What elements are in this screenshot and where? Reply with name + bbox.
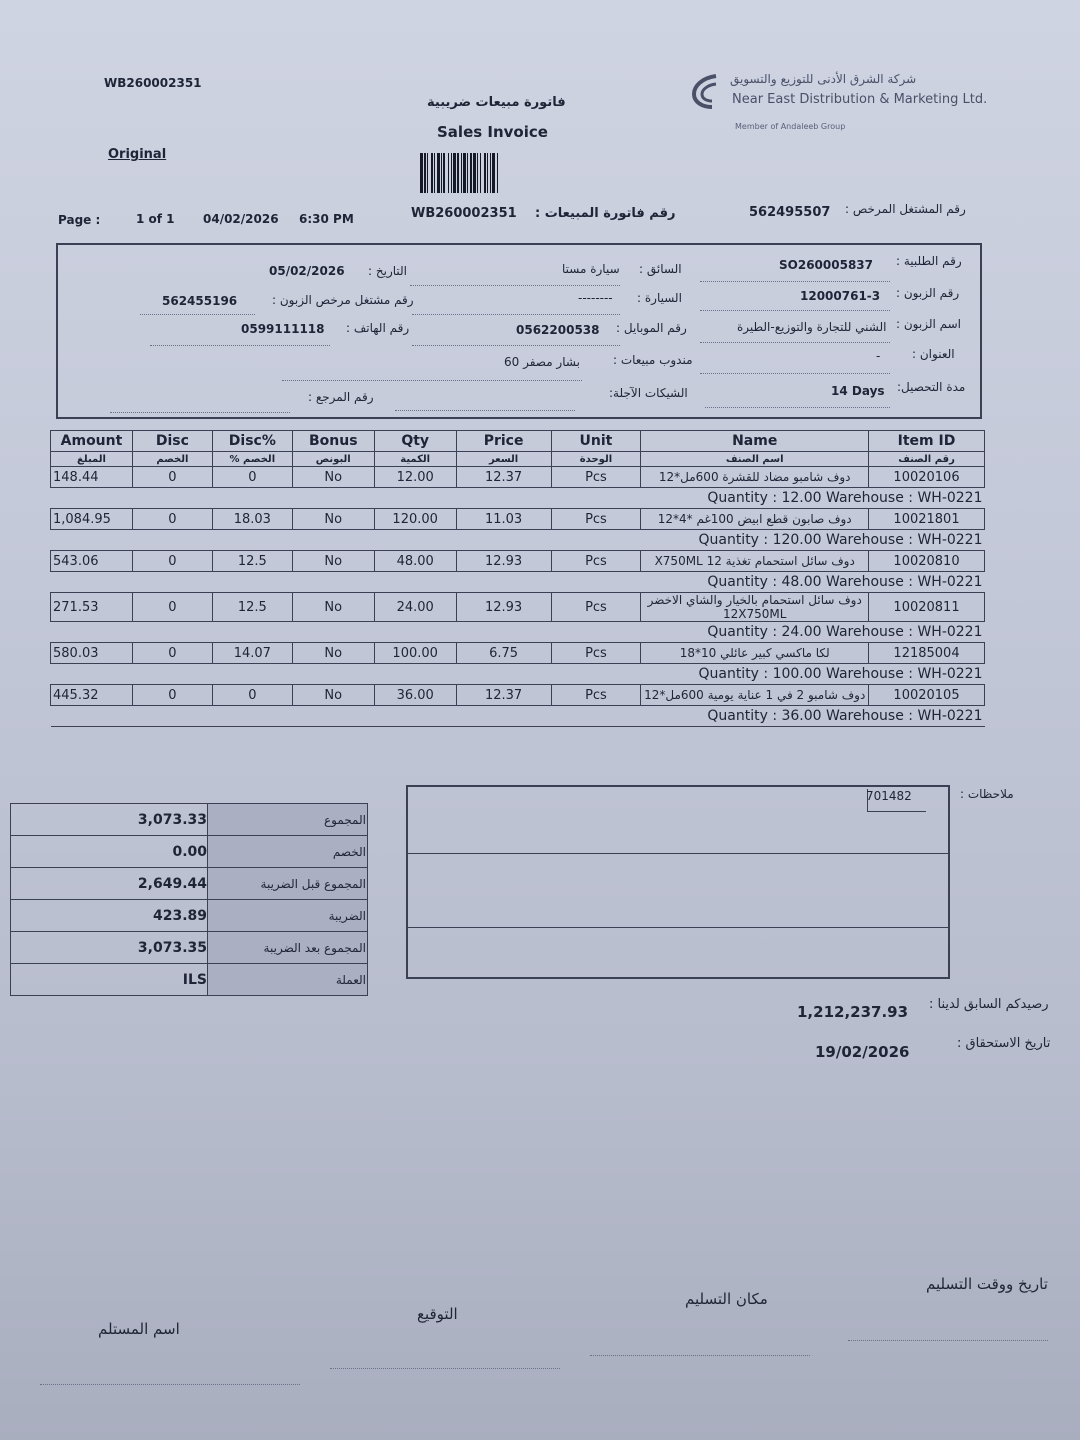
title-english: Sales Invoice <box>437 123 548 141</box>
column-header-arabic: السعر <box>456 452 551 467</box>
cheques-label: الشيكات الآجلة: <box>609 386 688 400</box>
cell-qty: 120.00 <box>374 509 456 530</box>
totals-row <box>11 836 368 868</box>
total-value: 3,073.33 <box>11 804 208 836</box>
cell-amount: 148.44 <box>51 467 133 488</box>
receiver-name-label: اسم المستلم <box>98 1320 180 1338</box>
cell-bonus: No <box>292 643 374 664</box>
totals-row <box>11 868 368 900</box>
quantity-warehouse-line: Quantity : 48.00 Warehouse : WH-0221 <box>51 572 985 593</box>
total-label: الضريبة <box>208 900 368 932</box>
total-label: الخصم <box>208 836 368 868</box>
cell-price: 6.75 <box>456 643 551 664</box>
doc-number-top: WB260002351 <box>104 76 202 90</box>
cell-unit: Pcs <box>551 509 641 530</box>
car-label: السيارة : <box>637 291 682 305</box>
cell-price: 12.37 <box>456 685 551 706</box>
cell-price: 12.37 <box>456 467 551 488</box>
date-value: 05/02/2026 <box>269 264 345 278</box>
cell-unit: Pcs <box>551 467 641 488</box>
totals-table <box>10 803 368 996</box>
customer-number-value: 12000761-3 <box>800 289 881 303</box>
notes-value: 701482 <box>866 789 912 803</box>
column-header: Name <box>641 431 869 452</box>
column-header-arabic: % الخصم <box>212 452 292 467</box>
company-subtitle: Member of Andaleeb Group <box>735 122 846 131</box>
table-row <box>51 685 985 706</box>
company-logo-icon <box>690 72 720 110</box>
cell-amount: 445.32 <box>51 685 133 706</box>
customer-license-value: 562455196 <box>162 294 238 308</box>
cell-qty: 36.00 <box>374 685 456 706</box>
quantity-warehouse-line: Quantity : 120.00 Warehouse : WH-0221 <box>51 530 985 551</box>
table-row <box>51 467 985 488</box>
cell-item-id: 10020106 <box>869 467 985 488</box>
quantity-warehouse-line: Quantity : 24.00 Warehouse : WH-0221 <box>51 622 985 643</box>
cell-disc-pct: 0 <box>212 467 292 488</box>
cell-qty: 100.00 <box>374 643 456 664</box>
invoice-number: WB260002351 <box>411 206 517 221</box>
phone-label: رقم الهاتف : <box>346 321 410 335</box>
quantity-warehouse-line: Quantity : 36.00 Warehouse : WH-0221 <box>51 706 985 727</box>
company-name-arabic: شركة الشرق الأدنى للتوزيع والتسويق <box>730 72 917 86</box>
salesman-value: بشار مصفر 60 <box>504 355 580 369</box>
cell-item-id: 10020811 <box>869 593 985 622</box>
mobile-label: رقم الموبايل : <box>616 321 687 335</box>
totals-row <box>11 900 368 932</box>
previous-balance-value: 1,212,237.93 <box>797 1003 909 1021</box>
signature-label: التوقيع <box>417 1305 458 1323</box>
cell-bonus: No <box>292 685 374 706</box>
cell-bonus: No <box>292 551 374 572</box>
cell-disc: 0 <box>132 685 212 706</box>
quantity-warehouse-line: Quantity : 12.00 Warehouse : WH-0221 <box>51 488 985 509</box>
cell-bonus: No <box>292 509 374 530</box>
collection-period-label: مدة التحصيل: <box>897 380 966 394</box>
total-value: 3,073.35 <box>11 932 208 964</box>
total-value: 423.89 <box>11 900 208 932</box>
notes-label: ملاحظات : <box>960 787 1014 801</box>
print-time: 6:30 PM <box>299 212 354 226</box>
cell-name: دوف شامبو مضاد للقشرة 600مل*12 <box>641 467 869 488</box>
total-value: ILS <box>11 964 208 996</box>
cell-price: 12.93 <box>456 551 551 572</box>
cell-name: لكا ماكسي كبير عائلي 10*18 <box>641 643 869 664</box>
column-header-arabic: الخصم <box>132 452 212 467</box>
customer-number-label: رقم الزبون : <box>896 286 960 300</box>
page-value: 1 of 1 <box>136 212 175 226</box>
previous-balance-label: رصيدكم السابق لدينا : <box>929 997 1049 1012</box>
total-value: 0.00 <box>11 836 208 868</box>
cell-unit: Pcs <box>551 551 641 572</box>
totals-row <box>11 964 368 996</box>
table-row <box>51 509 985 530</box>
total-label: المجموع <box>208 804 368 836</box>
notes-box <box>406 785 950 979</box>
column-header-arabic: رقم الصنف <box>869 452 985 467</box>
delivery-datetime-label: تاريخ ووقت التسليم <box>926 1275 1048 1293</box>
driver-value: سيارة مستا <box>562 262 620 276</box>
totals-row <box>11 932 368 964</box>
items-table <box>50 430 985 727</box>
column-header-arabic: الوحدة <box>551 452 641 467</box>
cell-disc: 0 <box>132 467 212 488</box>
print-date: 04/02/2026 <box>203 212 279 226</box>
column-header-arabic: اسم الصنف <box>641 452 869 467</box>
cell-price: 11.03 <box>456 509 551 530</box>
title-arabic: فاتورة مبيعات ضريبية <box>427 95 566 110</box>
cell-name: دوف سائل استحمام بالخيار والشاي الاخضر 12X750ML <box>641 593 869 622</box>
collection-period-value: 14 Days <box>831 384 885 398</box>
cell-bonus: No <box>292 467 374 488</box>
cell-unit: Pcs <box>551 685 641 706</box>
cell-amount: 543.06 <box>51 551 133 572</box>
cell-price: 12.93 <box>456 593 551 622</box>
cell-name: دوف سائل استحمام تغذية 12 X750ML <box>641 551 869 572</box>
column-header: Qty <box>374 431 456 452</box>
cell-disc-pct: 18.03 <box>212 509 292 530</box>
cell-unit: Pcs <box>551 593 641 622</box>
salesman-label: مندوب مبيعات : <box>613 353 693 367</box>
cell-qty: 12.00 <box>374 467 456 488</box>
cell-disc-pct: 12.5 <box>212 551 292 572</box>
cell-item-id: 10020105 <box>869 685 985 706</box>
order-label: رقم الطلبية : <box>896 254 962 268</box>
invoice-number-label: رقم فاتورة المبيعات : <box>535 206 676 221</box>
address-label: العنوان : <box>912 347 955 361</box>
cell-qty: 24.00 <box>374 593 456 622</box>
date-label: التاريخ : <box>368 264 408 278</box>
cell-amount: 1,084.95 <box>51 509 133 530</box>
page-label: Page : <box>58 213 101 227</box>
cell-unit: Pcs <box>551 643 641 664</box>
cell-disc-pct: 0 <box>212 685 292 706</box>
customer-name-label: اسم الزبون : <box>896 317 962 331</box>
cell-item-id: 12185004 <box>869 643 985 664</box>
column-header: Item ID <box>869 431 985 452</box>
totals-row <box>11 804 368 836</box>
mobile-value: 0562200538 <box>516 323 600 337</box>
phone-value: 0599111118 <box>241 322 325 336</box>
total-label: المجموع بعد الضريبة <box>208 932 368 964</box>
total-label: المجموع قبل الضريبة <box>208 868 368 900</box>
cell-disc-pct: 14.07 <box>212 643 292 664</box>
total-value: 2,649.44 <box>11 868 208 900</box>
column-header-arabic: الكمية <box>374 452 456 467</box>
reference-label: رقم المرجع : <box>308 390 374 404</box>
driver-label: السائق : <box>639 262 682 276</box>
customer-license-label: رقم مشتغل مرخص الزبون : <box>272 293 414 307</box>
table-row <box>51 593 985 622</box>
original-label: Original <box>108 147 167 162</box>
order-value: SO260005837 <box>779 258 873 272</box>
licensed-number: 562495507 <box>749 205 831 220</box>
cell-disc: 0 <box>132 643 212 664</box>
cell-disc: 0 <box>132 593 212 622</box>
customer-name-value: الشني للتجارة والتوزيع-الطيرة <box>737 320 887 334</box>
cell-disc: 0 <box>132 509 212 530</box>
column-header: Unit <box>551 431 641 452</box>
table-row <box>51 551 985 572</box>
column-header-arabic: المبلغ <box>51 452 133 467</box>
column-header-arabic: البونص <box>292 452 374 467</box>
licensed-number-label: رقم المشتغل المرخص : <box>845 202 966 216</box>
total-label: العملة <box>208 964 368 996</box>
cell-qty: 48.00 <box>374 551 456 572</box>
cell-name: دوف شامبو 2 في 1 عناية يومية 600مل*12 <box>641 685 869 706</box>
column-header: Disc% <box>212 431 292 452</box>
company-name-english: Near East Distribution & Marketing Ltd. <box>732 92 988 107</box>
column-header: Bonus <box>292 431 374 452</box>
address-value: - <box>876 349 881 363</box>
cell-amount: 271.53 <box>51 593 133 622</box>
due-date-label: تاريخ الاستحقاق : <box>957 1036 1051 1051</box>
barcode <box>420 153 578 193</box>
cell-item-id: 10020810 <box>869 551 985 572</box>
cell-disc: 0 <box>132 551 212 572</box>
column-header: Price <box>456 431 551 452</box>
column-header: Amount <box>51 431 133 452</box>
car-value: -------- <box>578 291 613 305</box>
cell-disc-pct: 12.5 <box>212 593 292 622</box>
table-row <box>51 643 985 664</box>
cell-name: دوف صابون قطع ابيض 100غم *4*12 <box>641 509 869 530</box>
due-date-value: 19/02/2026 <box>815 1043 910 1061</box>
column-header: Disc <box>132 431 212 452</box>
delivery-place-label: مكان التسليم <box>685 1290 768 1308</box>
cell-amount: 580.03 <box>51 643 133 664</box>
cell-bonus: No <box>292 593 374 622</box>
cell-item-id: 10021801 <box>869 509 985 530</box>
quantity-warehouse-line: Quantity : 100.00 Warehouse : WH-0221 <box>51 664 985 685</box>
